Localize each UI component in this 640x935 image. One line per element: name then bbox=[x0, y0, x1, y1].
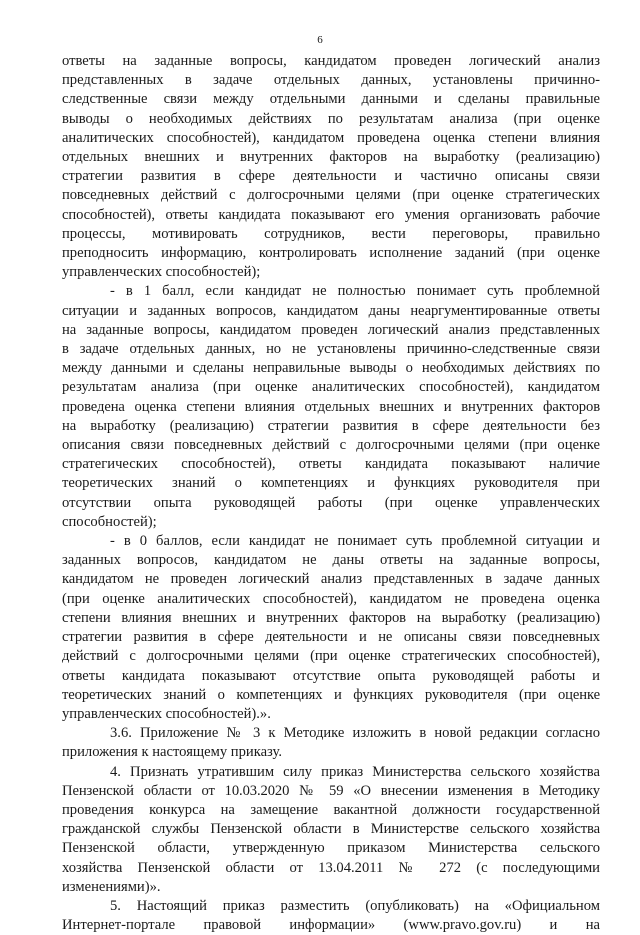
text-line: (при оценке аналитических способностей), кандидатом не проведена оценка bbox=[62, 590, 600, 607]
text-line: степени влияния внешних и внутренних факторов на выработку (реализацию) bbox=[62, 609, 600, 626]
text-line: кандидатом не проведен логический анализ представленных в задаче данных bbox=[62, 571, 600, 588]
text-line: Интернет-портале правовой информации» (www.pravo.gov.ru) и на bbox=[62, 917, 600, 934]
text-line: представленных в задаче отдельных данных, установлены причинно- bbox=[62, 72, 600, 89]
text-line: отсутствии опыта руководящей работы (при оценке управленческих bbox=[62, 494, 600, 511]
text-line: ситуации и заданных вопросов, кандидатом даны неаргументированные ответы bbox=[62, 302, 600, 319]
text-line: между данными и сделаны неправильные выводы о необходимых действиях по bbox=[62, 360, 600, 377]
text-line: хозяйства Пензенской области от 13.04.2011 № 272 (с последующими bbox=[62, 859, 600, 876]
text-line: гражданской службы Пензенской области в Министерстве сельского хозяйства bbox=[62, 821, 600, 838]
text-line: выводы о необходимых действиях по результатам анализа (при оценке bbox=[62, 110, 600, 127]
text-line: действий с долгосрочными целями (при оценке стратегических способностей), bbox=[62, 648, 600, 665]
text-line: повседневных действий с долгосрочными целями (при оценке стратегических bbox=[62, 187, 600, 204]
page-number: 6 bbox=[317, 34, 323, 46]
text-line: теоретических знаний о компетенциях и функциях руководителя при bbox=[62, 475, 600, 492]
text-line: - в 0 баллов, если кандидат не понимает суть проблемной ситуации и bbox=[110, 533, 600, 550]
text-line: следственные связи между отдельными данными и сделаны правильные bbox=[62, 91, 600, 108]
text-line: описания связи повседневных действий с долгосрочными целями (при оценке bbox=[62, 437, 600, 454]
text-line: способностей); bbox=[62, 513, 157, 530]
text-line: управленческих способностей).». bbox=[62, 705, 271, 722]
text-line: в задаче отдельных данных, но не установлены причинно-следственные связи bbox=[62, 341, 600, 358]
text-line: 5. Настоящий приказ разместить (опубликовать) на «Официальном bbox=[110, 897, 600, 914]
text-line: стратегии развития в сфере деятельности и частично описаны связи bbox=[62, 168, 600, 185]
text-line: аналитических способностей), кандидатом проведена оценка степени влияния bbox=[62, 129, 600, 146]
text-line: Пензенской области от 10.03.2020 № 59 «О внесении изменения в Методику bbox=[62, 782, 600, 799]
text-line: процессы, мотивировать сотрудников, вести переговоры, правильно bbox=[62, 225, 600, 242]
text-line: приложения к настоящему приказу. bbox=[62, 744, 283, 761]
text-line: - в 1 балл, если кандидат не полностью понимает суть проблемной bbox=[110, 283, 600, 300]
text-line: на заданные вопросы, кандидатом проведен логический анализ представленных bbox=[62, 321, 600, 338]
text-line: стратегических способностей), ответы кандидата показывают наличие bbox=[62, 456, 600, 473]
text-line: на выработку (реализацию) стратегии развития в сфере деятельности без bbox=[62, 417, 600, 434]
text-line: изменениями)». bbox=[62, 878, 161, 895]
text-line: ответы кандидата показывают отсутствие опыта руководящей работы и bbox=[62, 667, 600, 684]
text-line: отдельных внешних и внутренних факторов на выработку (реализацию) bbox=[62, 149, 600, 166]
text-line: 3.6. Приложение № 3 к Методике изложить в новой редакции согласно bbox=[110, 725, 600, 742]
text-line: управленческих способностей); bbox=[62, 264, 261, 281]
text-line: теоретических знаний о компетенциях и функциях руководителя (при оценке bbox=[62, 686, 600, 703]
text-line: преподносить информацию, контролировать исполнение заданий (при оценке bbox=[62, 245, 600, 262]
text-line: заданных вопросов, кандидатом не даны ответы на заданные вопросы, bbox=[62, 552, 600, 569]
text-line: Пензенской области, утвержденную приказом Министерства сельского bbox=[62, 840, 600, 857]
text-line: 4. Признать утратившим силу приказ Министерства сельского хозяйства bbox=[110, 763, 600, 780]
text-line: результатам анализа (при оценке аналитических способностей), кандидатом bbox=[62, 379, 600, 396]
text-line: стратегии развития в сфере деятельности и не описаны связи повседневных bbox=[62, 629, 600, 646]
text-line: проведена оценка степени влияния отдельных внешних и внутренних факторов bbox=[62, 398, 600, 415]
text-line: проведения конкурса на замещение вакантной должности государственной bbox=[62, 801, 600, 818]
document-body bbox=[62, 52, 600, 935]
text-line: способностей), ответы кандидата показывают его умения организовать рабочие bbox=[62, 206, 600, 223]
text-line: ответы на заданные вопросы, кандидатом проведен логический анализ bbox=[62, 53, 600, 69]
